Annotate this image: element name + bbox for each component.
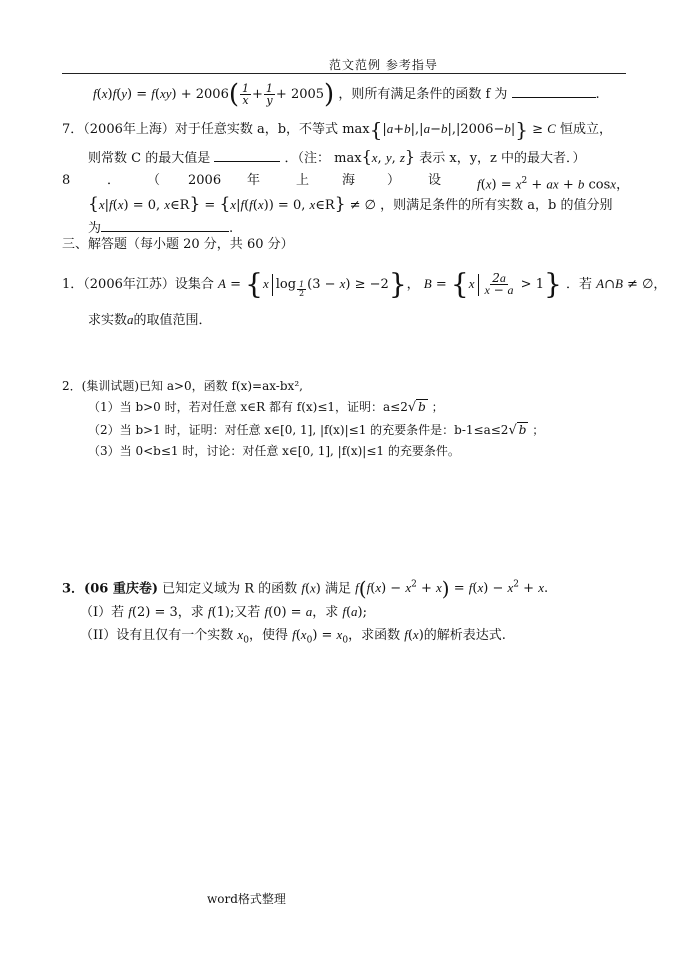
q2-intro: 2．(集训试题)已知 a>0，函数 f(x)=ax-bx², — [62, 379, 303, 393]
q7-answer-blank — [214, 149, 280, 162]
q8-text-tail: ，则满足条件的所有实数 a，b 的值分别 — [380, 198, 613, 213]
q8-paren-close: ） — [387, 173, 401, 188]
q8-hai: 海 — [342, 173, 356, 188]
q7-text-e: 表示 x，y，z 中的最大者．） — [419, 151, 586, 166]
q1-line2-a: 求实数 — [88, 313, 128, 328]
q2-part-1: （1）当 b>0 时，若对任意 x∈R 都有 f(x)≤1，证明：a≤2√ b ； — [88, 400, 444, 415]
q6-equation: f — [93, 86, 97, 101]
q1-set-b: B = {x $\frac{2a}{x - a}$ > 1} — [423, 267, 562, 301]
q2-part-2-text: （2）当 b>1 时，证明：对任意 x∈[0, 1], |f(x)|≤1 的充要条件是：b-1≤a≤2 — [88, 423, 509, 437]
q8-line-2 — [88, 195, 612, 215]
q7-text-b: 恒成立， — [559, 122, 612, 137]
q7-text-c: 则常数 C 的最大值是 — [88, 151, 211, 166]
q1-condition: A∩B ≠ ∅ — [596, 276, 654, 292]
q8-nian: 年 — [247, 173, 261, 188]
q8-answer-blank — [101, 219, 229, 232]
q3-intro: 已知定义域为 R 的函数 — [162, 581, 298, 597]
q1-set-a: A = {x log $_{\frac{1}{2}}$ (3 − x) ≥ −2} — [218, 267, 407, 301]
q3-part-1: （I）若 f(2) = 3，求 f(1);又若 f(0) = a，求 f(a); — [80, 604, 367, 620]
q8-set-equation: {x|f(x) = 0, x∈R} = {x|f(f(x)) = 0, x∈R} ≠ ∅ — [88, 194, 376, 214]
page-footer: word格式整理 — [207, 892, 286, 906]
q3-p1-c: ;又若 — [229, 605, 261, 620]
q3-p2-d: 的解析表达式. — [423, 628, 506, 643]
q1-intro: 1．（2006年江苏）设集合 — [62, 277, 214, 292]
q8-number: 8 — [62, 173, 71, 188]
q8-line-3: 为 . — [88, 221, 234, 236]
q7-text-a: 7．（2006年上海）对于任意实数 a，b，不等式 — [62, 122, 339, 137]
q3-functional-equation: $f(f(x) - x^2 + x) = f(x) - x^2 + x$. — [355, 576, 549, 601]
q3-p2-c: ，求函数 — [348, 628, 401, 643]
q1-mid: ．若 — [565, 277, 592, 292]
header-rule — [62, 73, 626, 74]
q3-source: (06 重庆卷) — [84, 581, 158, 597]
q3-satisfies: 满足 — [325, 581, 352, 597]
q3-p2-a: （II）设有且仅有一个实数 — [80, 628, 234, 643]
section-3-title: 三、解答题（每小题 20 分，共 60 分） — [62, 237, 294, 252]
q1-line2-b: 的取值范围． — [133, 313, 212, 328]
q3-p1-b: ，求 — [177, 605, 204, 620]
q3-part-2: （II）设有且仅有一个实数 $x_0$，使得 $f(x_0) = x_0$，求函数 f(x)的解析表达式. — [80, 627, 506, 646]
q3-p1-a: （I）若 — [80, 605, 125, 620]
page-header-title: 范文范例 参考指导 — [329, 58, 438, 72]
q7-max-def: max{x, y, z} — [334, 147, 416, 166]
q8-dot: ． — [107, 173, 121, 188]
q2-part-2: （2）当 b>1 时，证明：对任意 x∈[0, 1], |f(x)|≤1 的充要条件是：b-1≤a≤2√ b ； — [88, 423, 545, 438]
q7-line-1 — [62, 117, 612, 142]
q7-max-expression: max{|a+b|,|a−b|,|2006−b|} ≥ C — [342, 117, 556, 142]
q3-p1-d: ，求 — [312, 605, 339, 620]
q3-line-1: 3．(06 重庆卷) 已知定义域为 R 的函数 f(x) 满足 $f(f(x) - x^2 + x) = f(x) - x^2 + x$. — [62, 576, 549, 601]
q6-tail-text: ，则所有满足条件的函数 f 为 — [338, 87, 508, 102]
q6-equation-line: f(x)f(y) = f(xy) + 2006( $\frac{1}{x}$ + $\frac{1}{y}$ + 2005) ，则所有满足条件的函数 f 为 . — [93, 79, 600, 110]
q3-number: 3． — [62, 581, 85, 597]
q8-function-def: $f(x) = x^2$ + ax + b cosx， — [477, 176, 630, 193]
q8-shang: 上 — [296, 173, 310, 188]
q8-she: 设 — [428, 173, 442, 188]
q6-answer-blank — [512, 85, 596, 98]
q1-line-2: 求实数a的取值范围． — [88, 312, 212, 328]
q1-line-1: 1．（2006年江苏）设集合 A = {x log $_{\frac{1}{2}}$ (3 − x) ≥ −2}， B = {x $\frac{2a}{x - a}$ > 1} ．若 A∩B ≠ ∅， — [62, 267, 667, 301]
q3-p2-b: ，使得 — [248, 628, 288, 643]
q2-part-3: （3）当 0<b≤1 时，讨论：对任意 x∈[0, 1], |f(x)|≤1 的充要条件。 — [88, 444, 460, 458]
q7-text-d: ．（注： — [284, 151, 331, 166]
q2-part-1-text: （1）当 b>0 时，若对任意 x∈R 都有 f(x)≤1，证明：a≤2 — [88, 400, 408, 414]
q8-wei: 为 — [88, 221, 102, 236]
q8-paren-open: （ — [147, 173, 161, 188]
q7-line-2 — [88, 148, 586, 168]
q8-year: 2006 — [188, 173, 222, 188]
